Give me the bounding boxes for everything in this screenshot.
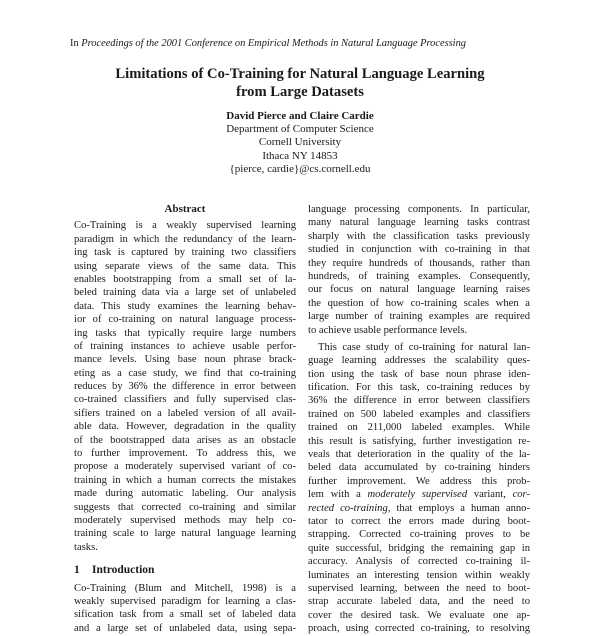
- paragraph-line: co-trained classifiers and fully supervised clas-: [74, 394, 296, 406]
- paragraph-line: trained on 500 labeled examples and classifiers: [308, 408, 530, 420]
- paper-title: [0, 65, 600, 101]
- paragraph-line: the question of how co-training scales when a: [308, 297, 530, 309]
- venue-name: Proceedings of the 2001 Conference on Empirical Methods in Natural Language Processing: [81, 38, 466, 49]
- author-names: David Pierce and Claire Cardie: [226, 110, 374, 122]
- paragraph-line: veals that deterioration in the quality of the la-: [308, 449, 530, 461]
- paragraph-line: lem with a moderately supervised variant, cor-: [308, 489, 530, 501]
- author-email: {pierce, cardie}@cs.cornell.edu: [229, 162, 371, 175]
- right-paragraph-2-continued: [308, 515, 530, 636]
- paragraph-line: propose a moderately supervised variant of co-: [74, 461, 296, 473]
- paragraph-line: tator to correct the errors made during boot-: [308, 515, 530, 527]
- paragraph-line: supervised learning, between the need to boot-: [308, 582, 530, 594]
- paragraph-line: Co-Training (Blum and Mitchell, 1998) is a: [74, 582, 296, 594]
- paragraph-line: rected co-training, that employs a human anno-: [308, 502, 530, 514]
- paragraph-line: reduces by 36% the difference in error between: [74, 381, 296, 393]
- paragraph-line: tasks.: [74, 541, 98, 553]
- left-column: [74, 203, 296, 635]
- paragraph-line: ing tasks that typically require large numbers: [74, 327, 296, 339]
- paragraph-line: Co-Training is a weakly supervised learning: [74, 220, 296, 232]
- title-line-1: Limitations of Co-Training for Natural Language Learning: [115, 66, 485, 82]
- paragraph-line: our focus on natural language learning raises: [308, 284, 530, 296]
- paragraph-line: training scale to large natural language learning: [74, 528, 296, 540]
- paragraph-line: this result is satisfying, further investigation re-: [308, 435, 530, 447]
- paragraph-line: guage learning addresses the scalability ques-: [308, 355, 530, 367]
- emphasis-moderately-supervised: moderately supervised: [367, 489, 468, 501]
- paragraph-line: trained on 211,000 labeled examples. While: [308, 422, 530, 434]
- paragraph-line: training in which a human corrects the mistakes: [74, 474, 296, 486]
- emphasis-corrected-co-training: rected co-training: [308, 502, 388, 514]
- paragraph-line: suggests that corrected co-training and similar: [74, 501, 296, 513]
- paragraph-line: hundreds, of training examples. Consequently,: [308, 270, 530, 282]
- author-university: Cornell University: [258, 136, 342, 149]
- paragraph-line: tification. For this task, co-training reduces by: [308, 382, 530, 394]
- introduction-body: [74, 582, 296, 636]
- paragraph-line: sifiers trained on a labeled version of all avail-: [74, 407, 296, 419]
- author-department: Department of Computer Science: [226, 123, 374, 136]
- paragraph-line: accuracy. Analysis of corrected co-training il-: [308, 556, 530, 568]
- abstract-heading: Abstract: [164, 203, 206, 215]
- paragraph-line: paradigm in which the redundancy of the learn-: [74, 233, 296, 245]
- section-number: 1: [74, 564, 80, 577]
- introduction-heading: [74, 564, 296, 577]
- paragraph-line: to achieve usable performance levels.: [308, 324, 468, 336]
- venue-prefix: In: [70, 38, 79, 49]
- author-city: Ithaca NY 14853: [262, 149, 338, 162]
- paragraph-line: beled training data via a large set of unlabeled: [74, 287, 296, 299]
- title-line-2: from Large Datasets: [236, 84, 364, 100]
- paragraph-line: strap accurate labeled data, and the need to: [308, 596, 530, 608]
- paragraph-line: to further improvement. To address this, we: [74, 448, 296, 460]
- paragraph-line: and a large set of unlabeled data, using sepa-: [74, 622, 296, 634]
- right-paragraph-1: [308, 203, 530, 337]
- paragraph-line: of training instances to achieve usable perfor-: [74, 340, 296, 352]
- paragraph-line: quite successful, bridging the remaining gap in: [308, 542, 530, 554]
- paragraph-line: eting as a case study, we find that co-training: [74, 367, 296, 379]
- paragraph-line: language processing components. In particular,: [308, 204, 530, 215]
- paragraph-line: many natural language learning tasks contrast: [308, 217, 530, 229]
- paragraph-line: beled data accumulated by co-training hinders: [308, 462, 530, 474]
- paragraph-line: further improvement. We address this prob-: [308, 475, 530, 487]
- right-column: [308, 203, 530, 636]
- paragraph-line: luminates an interesting tension within weakly: [308, 569, 530, 581]
- paragraph-line: ior of co-training on natural language process-: [74, 314, 296, 326]
- abstract-body: [74, 219, 296, 554]
- paragraph-line: strapping. Corrected co-training proves to be: [308, 529, 530, 541]
- author-block: [0, 110, 600, 176]
- paragraph-line: tion using the task of base noun phrase iden-: [308, 368, 530, 380]
- paragraph-line: proach, using corrected co-training, to resolving: [308, 623, 530, 635]
- paragraph-line: using separate views of the same data. This: [74, 260, 296, 272]
- paragraph-line: data. This study examines the learning behav-: [74, 300, 296, 312]
- paragraph-line: studied in conjunction with co-training in that: [308, 244, 530, 256]
- paragraph-line: mance levels. Using base noun phrase brack-: [74, 354, 296, 366]
- paragraph-line: sification task from a small set of labeled data: [74, 609, 296, 621]
- right-paragraph-2: [308, 341, 530, 488]
- paragraph-line: of the bootstrapped data arises as an obstacle: [74, 434, 296, 446]
- paragraph-line: cover the desired task. We evaluate one ap-: [308, 609, 530, 621]
- paragraph-line: sharply with the classification tasks previously: [308, 230, 530, 242]
- paragraph-line: weakly supervised paradigm for learning a clas-: [74, 595, 296, 607]
- paragraph-line: able data. However, degradation in the quality: [74, 421, 296, 433]
- paragraph-line: large number of training examples are required: [308, 311, 530, 323]
- section-title: Introduction: [92, 564, 155, 577]
- paragraph-line: made during automatic labeling. Our analysis: [74, 488, 296, 500]
- paragraph-line: ing task is captured by training two classifiers: [74, 247, 296, 259]
- paragraph-line: This case study of co-training for natural lan-: [318, 341, 530, 353]
- paragraph-line: enables bootstrapping from a small set of la-: [74, 273, 296, 285]
- venue-line: [70, 38, 540, 49]
- paragraph-line: moderately supervised methods may help co-: [74, 515, 296, 526]
- paragraph-line: 36% the difference in error between classifiers: [308, 395, 530, 407]
- paragraph-line: they require hundreds of thousands, rather than: [308, 257, 530, 269]
